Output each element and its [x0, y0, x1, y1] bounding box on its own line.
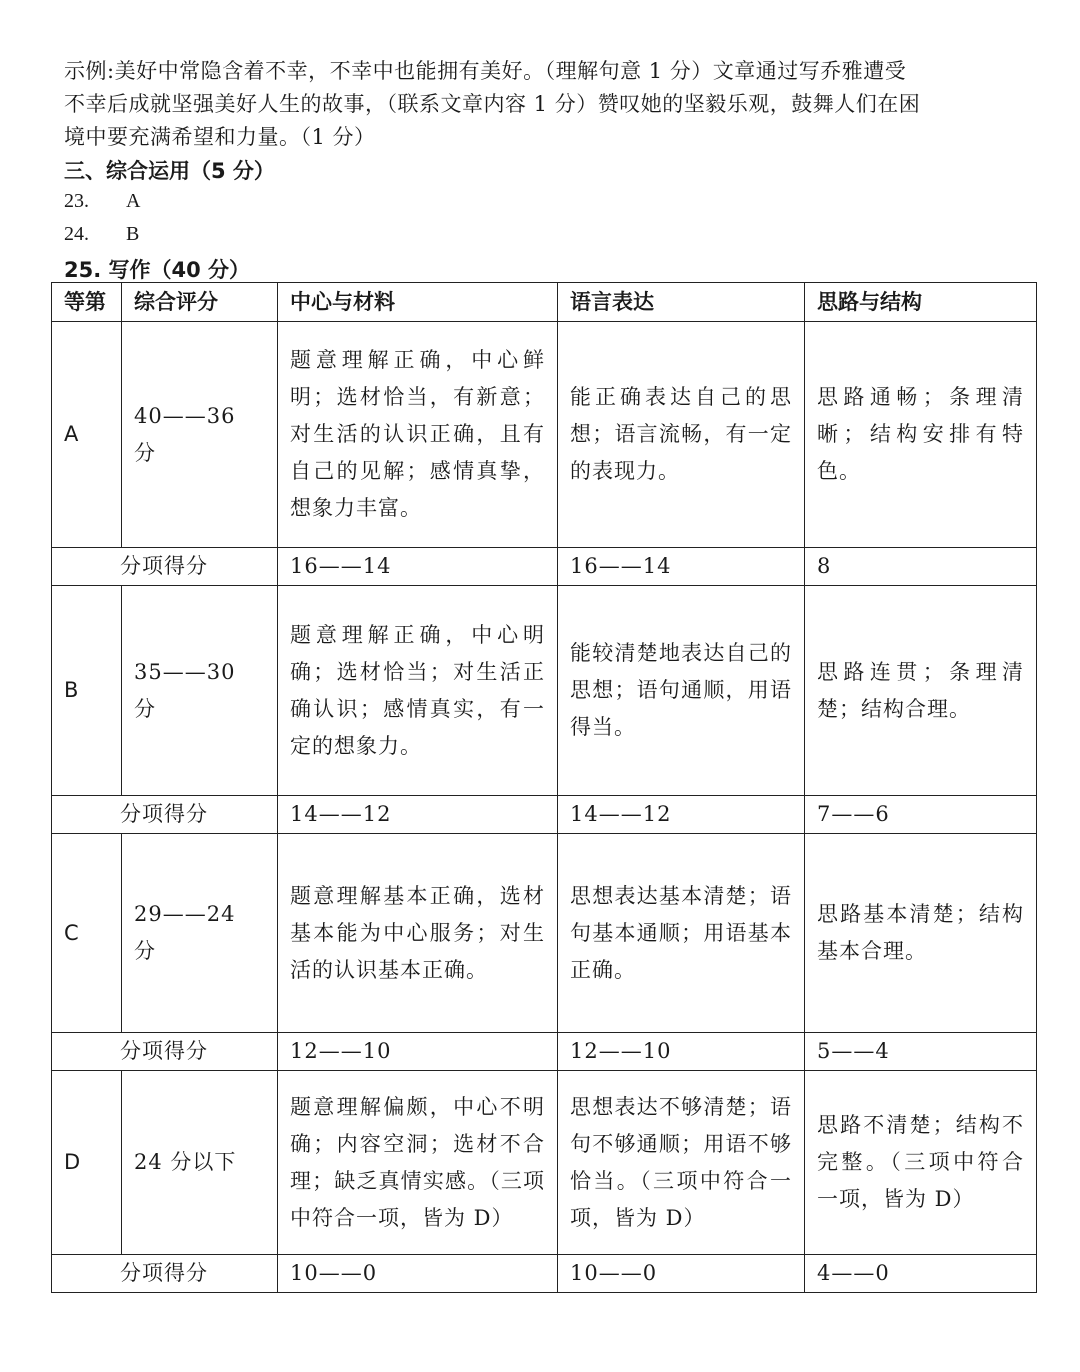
table-row	[52, 322, 1037, 548]
language-cell	[558, 1071, 805, 1255]
header-language: 语言表达	[558, 283, 805, 322]
section-heading: 三、综合运用（5 分）	[64, 159, 275, 183]
structure-cell	[805, 586, 1037, 796]
answer-number: 24.	[64, 223, 89, 245]
language-cell	[558, 834, 805, 1033]
answer-value: A	[126, 190, 141, 212]
grade-cell: B	[52, 586, 122, 796]
answer-item	[64, 223, 139, 246]
sub-score-structure: 4——0	[805, 1255, 1037, 1293]
sub-score-label: 分项得分	[52, 1255, 278, 1293]
structure-cell	[805, 834, 1037, 1033]
header-structure: 思路与结构	[805, 283, 1037, 322]
structure-text: 思路通畅；条理清晰；结构安排有特色。	[817, 385, 1024, 483]
sub-score-label: 分项得分	[52, 796, 278, 834]
answer-value: B	[126, 223, 140, 245]
language-text: 思想表达不够清楚；语句不够通顺；用语不够恰当。（三项中符合一项，皆为 D）	[570, 1094, 792, 1230]
content-cell	[278, 834, 558, 1033]
content-text: 题意理解正确，中心鲜明；选材恰当，有新意；对生活的认识正确，且有自己的见解；感情真挚，想象力丰富。	[290, 348, 545, 520]
sub-score-label: 分项得分	[52, 548, 278, 586]
score-cell: 40——36 分	[122, 322, 278, 548]
structure-cell	[805, 1071, 1037, 1255]
grade-cell: C	[52, 834, 122, 1033]
sub-score-row	[52, 1255, 1037, 1293]
table-header-row	[52, 283, 1037, 322]
structure-cell	[805, 322, 1037, 548]
language-text: 能正确表达自己的思想；语言流畅，有一定的表现力。	[570, 385, 792, 483]
content-cell	[278, 586, 558, 796]
language-text: 能较清楚地表达自己的思想；语句通顺，用语得当。	[570, 641, 792, 739]
score-cell: 35——30 分	[122, 586, 278, 796]
sub-score-language: 10——0	[558, 1255, 805, 1293]
intro-line: 不幸后成就坚强美好人生的故事，（联系文章内容 1 分）赞叹她的坚毅乐观，鼓舞人们在困	[64, 92, 921, 116]
content-cell	[278, 322, 558, 548]
sub-score-row	[52, 548, 1037, 586]
content-cell	[278, 1071, 558, 1255]
structure-text: 思路连贯；条理清楚；结构合理。	[817, 659, 1024, 721]
sub-score-structure: 5——4	[805, 1033, 1037, 1071]
sub-score-content: 10——0	[278, 1255, 558, 1293]
content-text: 题意理解偏颇，中心不明确；内容空洞；选材不合理；缺乏真情实感。（三项中符合一项，皆为 D）	[290, 1094, 545, 1230]
answer-item	[64, 190, 140, 213]
intro-line: 境中要充满希望和力量。（1 分）	[64, 125, 376, 149]
sub-score-row	[52, 796, 1037, 834]
sub-score-language: 14——12	[558, 796, 805, 834]
intro-line: 示例:美好中常隐含着不幸，不幸中也能拥有美好。（理解句意 1 分）文章通过写乔雅遭受	[64, 59, 907, 83]
sub-score-content: 16——14	[278, 548, 558, 586]
content-text: 题意理解正确，中心明确；选材恰当；对生活正确认识；感情真实，有一定的想象力。	[290, 622, 545, 758]
table-row	[52, 834, 1037, 1033]
writing-heading: 25. 写作（40 分）	[64, 258, 251, 282]
grading-table	[51, 282, 1037, 1293]
sub-score-content: 14——12	[278, 796, 558, 834]
sub-score-language: 16——14	[558, 548, 805, 586]
language-text: 思想表达基本清楚；语句基本通顺；用语基本正确。	[570, 883, 792, 982]
structure-text: 思路基本清楚；结构基本合理。	[817, 902, 1024, 963]
answer-number: 23.	[64, 190, 89, 212]
score-cell: 24 分以下	[122, 1071, 278, 1255]
sub-score-content: 12——10	[278, 1033, 558, 1071]
header-grade: 等第	[52, 283, 122, 322]
grade-cell: D	[52, 1071, 122, 1255]
structure-text: 思路不清楚；结构不完整。（三项中符合一项，皆为 D）	[817, 1113, 1024, 1211]
sub-score-row	[52, 1033, 1037, 1071]
sub-score-label: 分项得分	[52, 1033, 278, 1071]
sub-score-structure: 7——6	[805, 796, 1037, 834]
content-text: 题意理解基本正确，选材基本能为中心服务；对生活的认识基本正确。	[290, 883, 545, 982]
sub-score-language: 12——10	[558, 1033, 805, 1071]
language-cell	[558, 322, 805, 548]
score-cell: 29——24 分	[122, 834, 278, 1033]
header-overall-score: 综合评分	[122, 283, 278, 322]
table-row	[52, 586, 1037, 796]
header-content: 中心与材料	[278, 283, 558, 322]
language-cell	[558, 586, 805, 796]
sub-score-structure: 8	[805, 548, 1037, 586]
intro-paragraph	[64, 55, 994, 154]
grade-cell: A	[52, 322, 122, 548]
table-row	[52, 1071, 1037, 1255]
